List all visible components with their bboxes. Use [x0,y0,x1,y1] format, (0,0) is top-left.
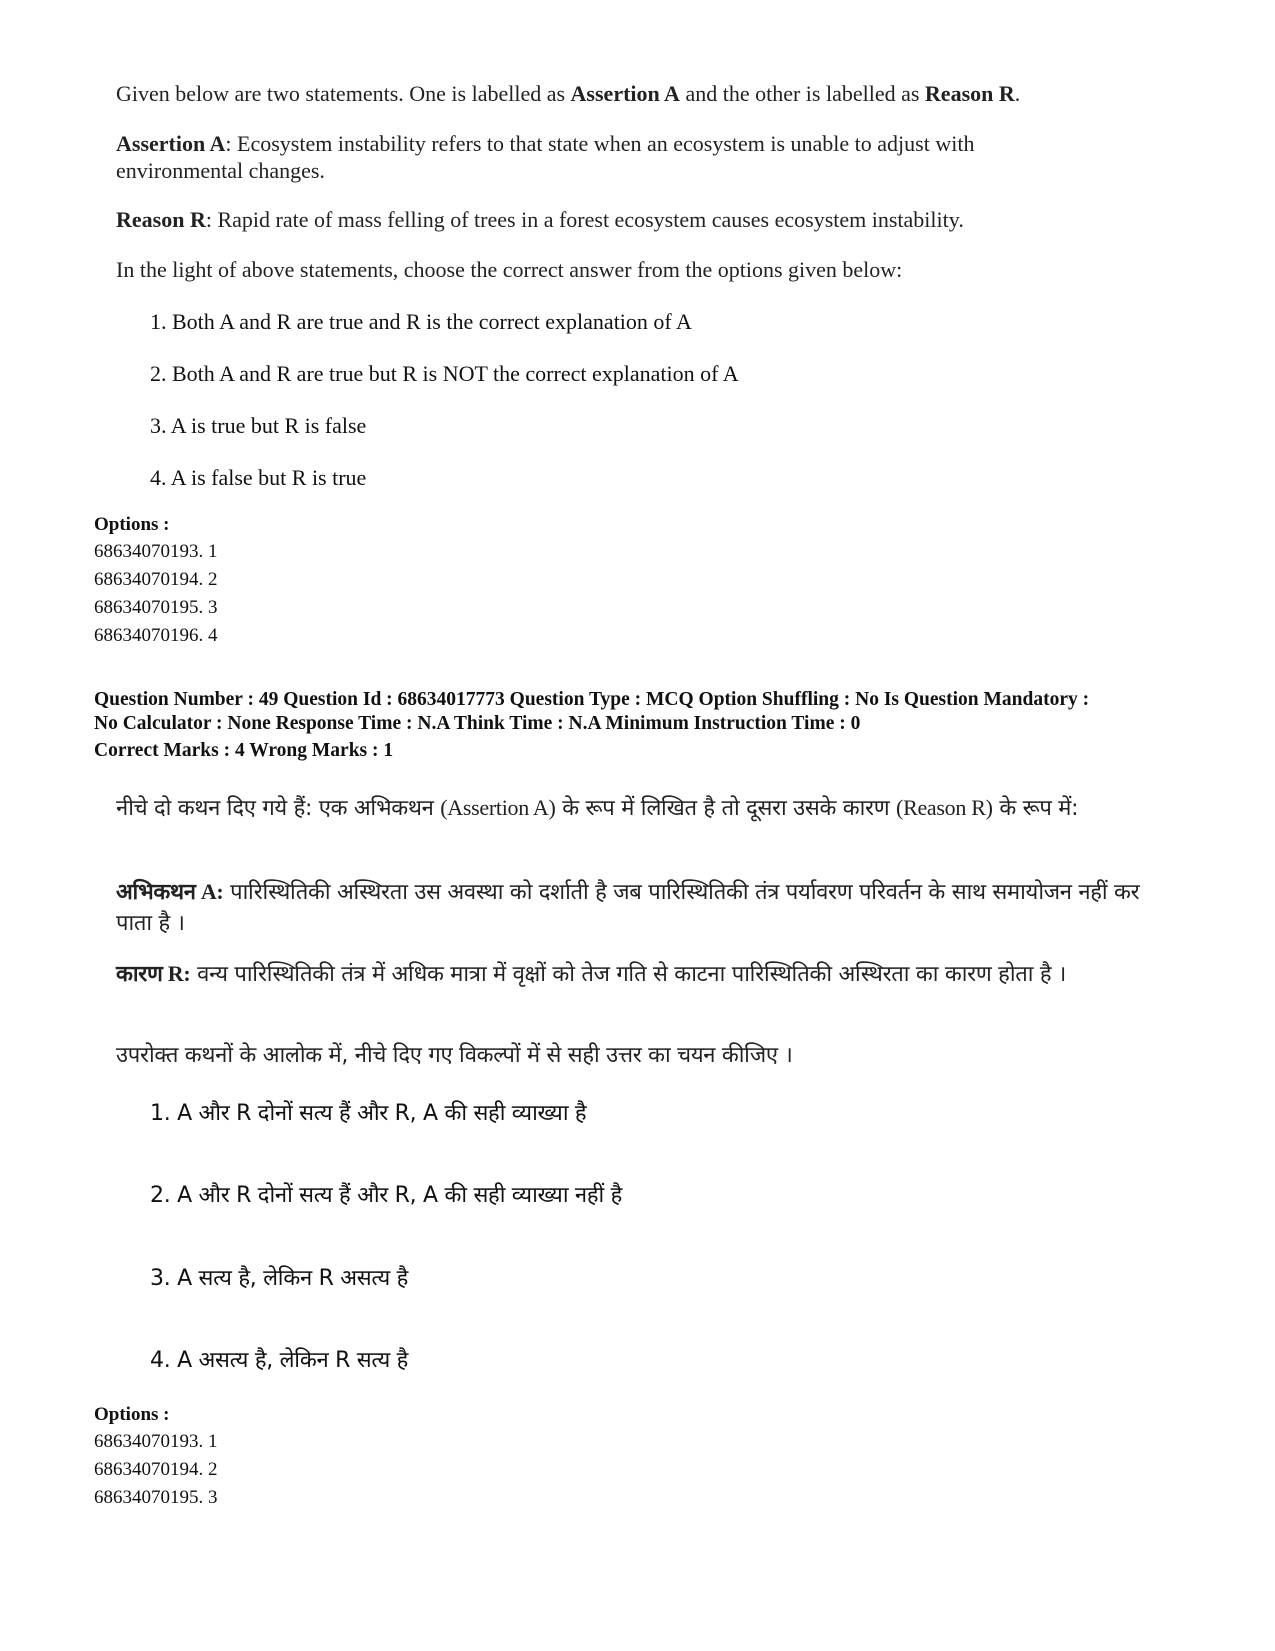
q48-options-label: Options : [94,514,170,535]
q49-assertion [116,876,1145,939]
q48-assertion [116,130,1015,184]
q48-intro-assertion: Assertion A [570,81,680,106]
q49-options-label: Options : [94,1404,170,1425]
q49-option-1: 68634070193. 1 [94,1431,218,1452]
q48-option-2: 68634070194. 2 [94,569,218,590]
q48-choice-3: 3. A is true but R is false [150,413,367,438]
q49-meta [94,688,1089,763]
q48-option-1: 68634070193. 1 [94,541,218,562]
q48-assertion-label: Assertion A [116,131,226,156]
q49-intro-reason: (Reason R) [896,795,993,820]
q49-option-2: 68634070194. 2 [94,1459,218,1480]
q48-assertion-text: : Ecosystem instability refers to that state when an ecosystem is unable to adjust with environmental changes. [116,131,975,183]
q49-intro-part-3: के रूप में: [992,796,1079,821]
q49-meta-line-2: No Calculator : None Response Time : N.A Think Time : N.A Minimum Instruction Time : 0 [94,713,861,734]
q49-instruction: उपरोक्त कथनों के आलोक में, नीचे दिए गए विकल्पों में से सही उत्तर का चयन कीजिए । [116,1043,793,1068]
q48-intro-mid: and the other is labelled as [679,81,925,106]
q48-reason-label: Reason R [116,207,206,232]
q49-assertion-text: पारिस्थितिकी अस्थिरता उस अवस्था को दर्शाती है जब पारिस्थितिकी तंत्र पर्यावरण परिवर्तन के साथ समायोजन नहीं कर पाता है । [116,880,1140,936]
q49-choice-3: 3. A सत्य है, लेकिन R असत्य है [150,1266,408,1291]
q49-assertion-label-latin: A: [195,879,224,904]
q48-choice-4: 4. A is false but R is true [150,465,367,490]
q49-options-list [94,1403,218,1510]
q49-choice-2: 2. A और R दोनों सत्य हैं और R, A की सही व्याख्या नहीं है [150,1183,622,1208]
q48-option-3: 68634070195. 3 [94,597,218,618]
q49-option-3: 68634070195. 3 [94,1487,218,1508]
q48-option-4: 68634070196. 4 [94,625,218,646]
q49-marks: Correct Marks : 4 Wrong Marks : 1 [94,740,394,761]
q48-options-list [94,513,218,648]
q48-choice-1: 1. Both A and R are true and R is the correct explanation of A [150,309,692,334]
q48-statement-block [116,80,1175,107]
q49-assertion-label: अभिकथन [116,880,196,905]
q49-meta-line-1: Question Number : 49 Question Id : 68634017773 Question Type : MCQ Option Shuffling : No Is Question Mandatory : [94,689,1090,710]
q49-intro-assertion: (Assertion A) [440,795,556,820]
q48-intro-reason: Reason R [924,81,1015,106]
q48-intro-end: . [1014,81,1021,106]
q49-reason-label-latin: R: [162,961,191,986]
q49-reason [116,958,1175,990]
q49-choice-1: 1. A और R दोनों सत्य हैं और R, A की सही व्याख्या है [150,1101,587,1126]
q49-reason-label: कारण [116,962,163,987]
q48-choice-2: 2. Both A and R are true but R is NOT the correct explanation of A [150,361,739,386]
q48-reason [116,206,1175,233]
q48-intro-text: Given below are two statements. One is labelled as [116,81,571,106]
q49-intro-part-1: नीचे दो कथन दिए गये हैं: एक अभिकथन [116,796,441,821]
q49-intro [116,792,1175,824]
q49-choice-4: 4. A असत्य है, लेकिन R सत्य है [150,1348,408,1373]
q48-instruction: In the light of above statements, choose the correct answer from the options given below: [116,257,903,282]
q48-reason-text: : Rapid rate of mass felling of trees in a forest ecosystem causes ecosystem instability. [205,207,964,232]
q49-intro-part-2: के रूप में लिखित है तो दूसरा उसके कारण [555,796,897,821]
q49-reason-text: वन्य पारिस्थितिकी तंत्र में अधिक मात्रा में वृक्षों को तेज गति से काटना पारिस्थितिकी अस्थिरता का कारण होता है । [190,962,1066,987]
q48-intro [116,80,1175,107]
